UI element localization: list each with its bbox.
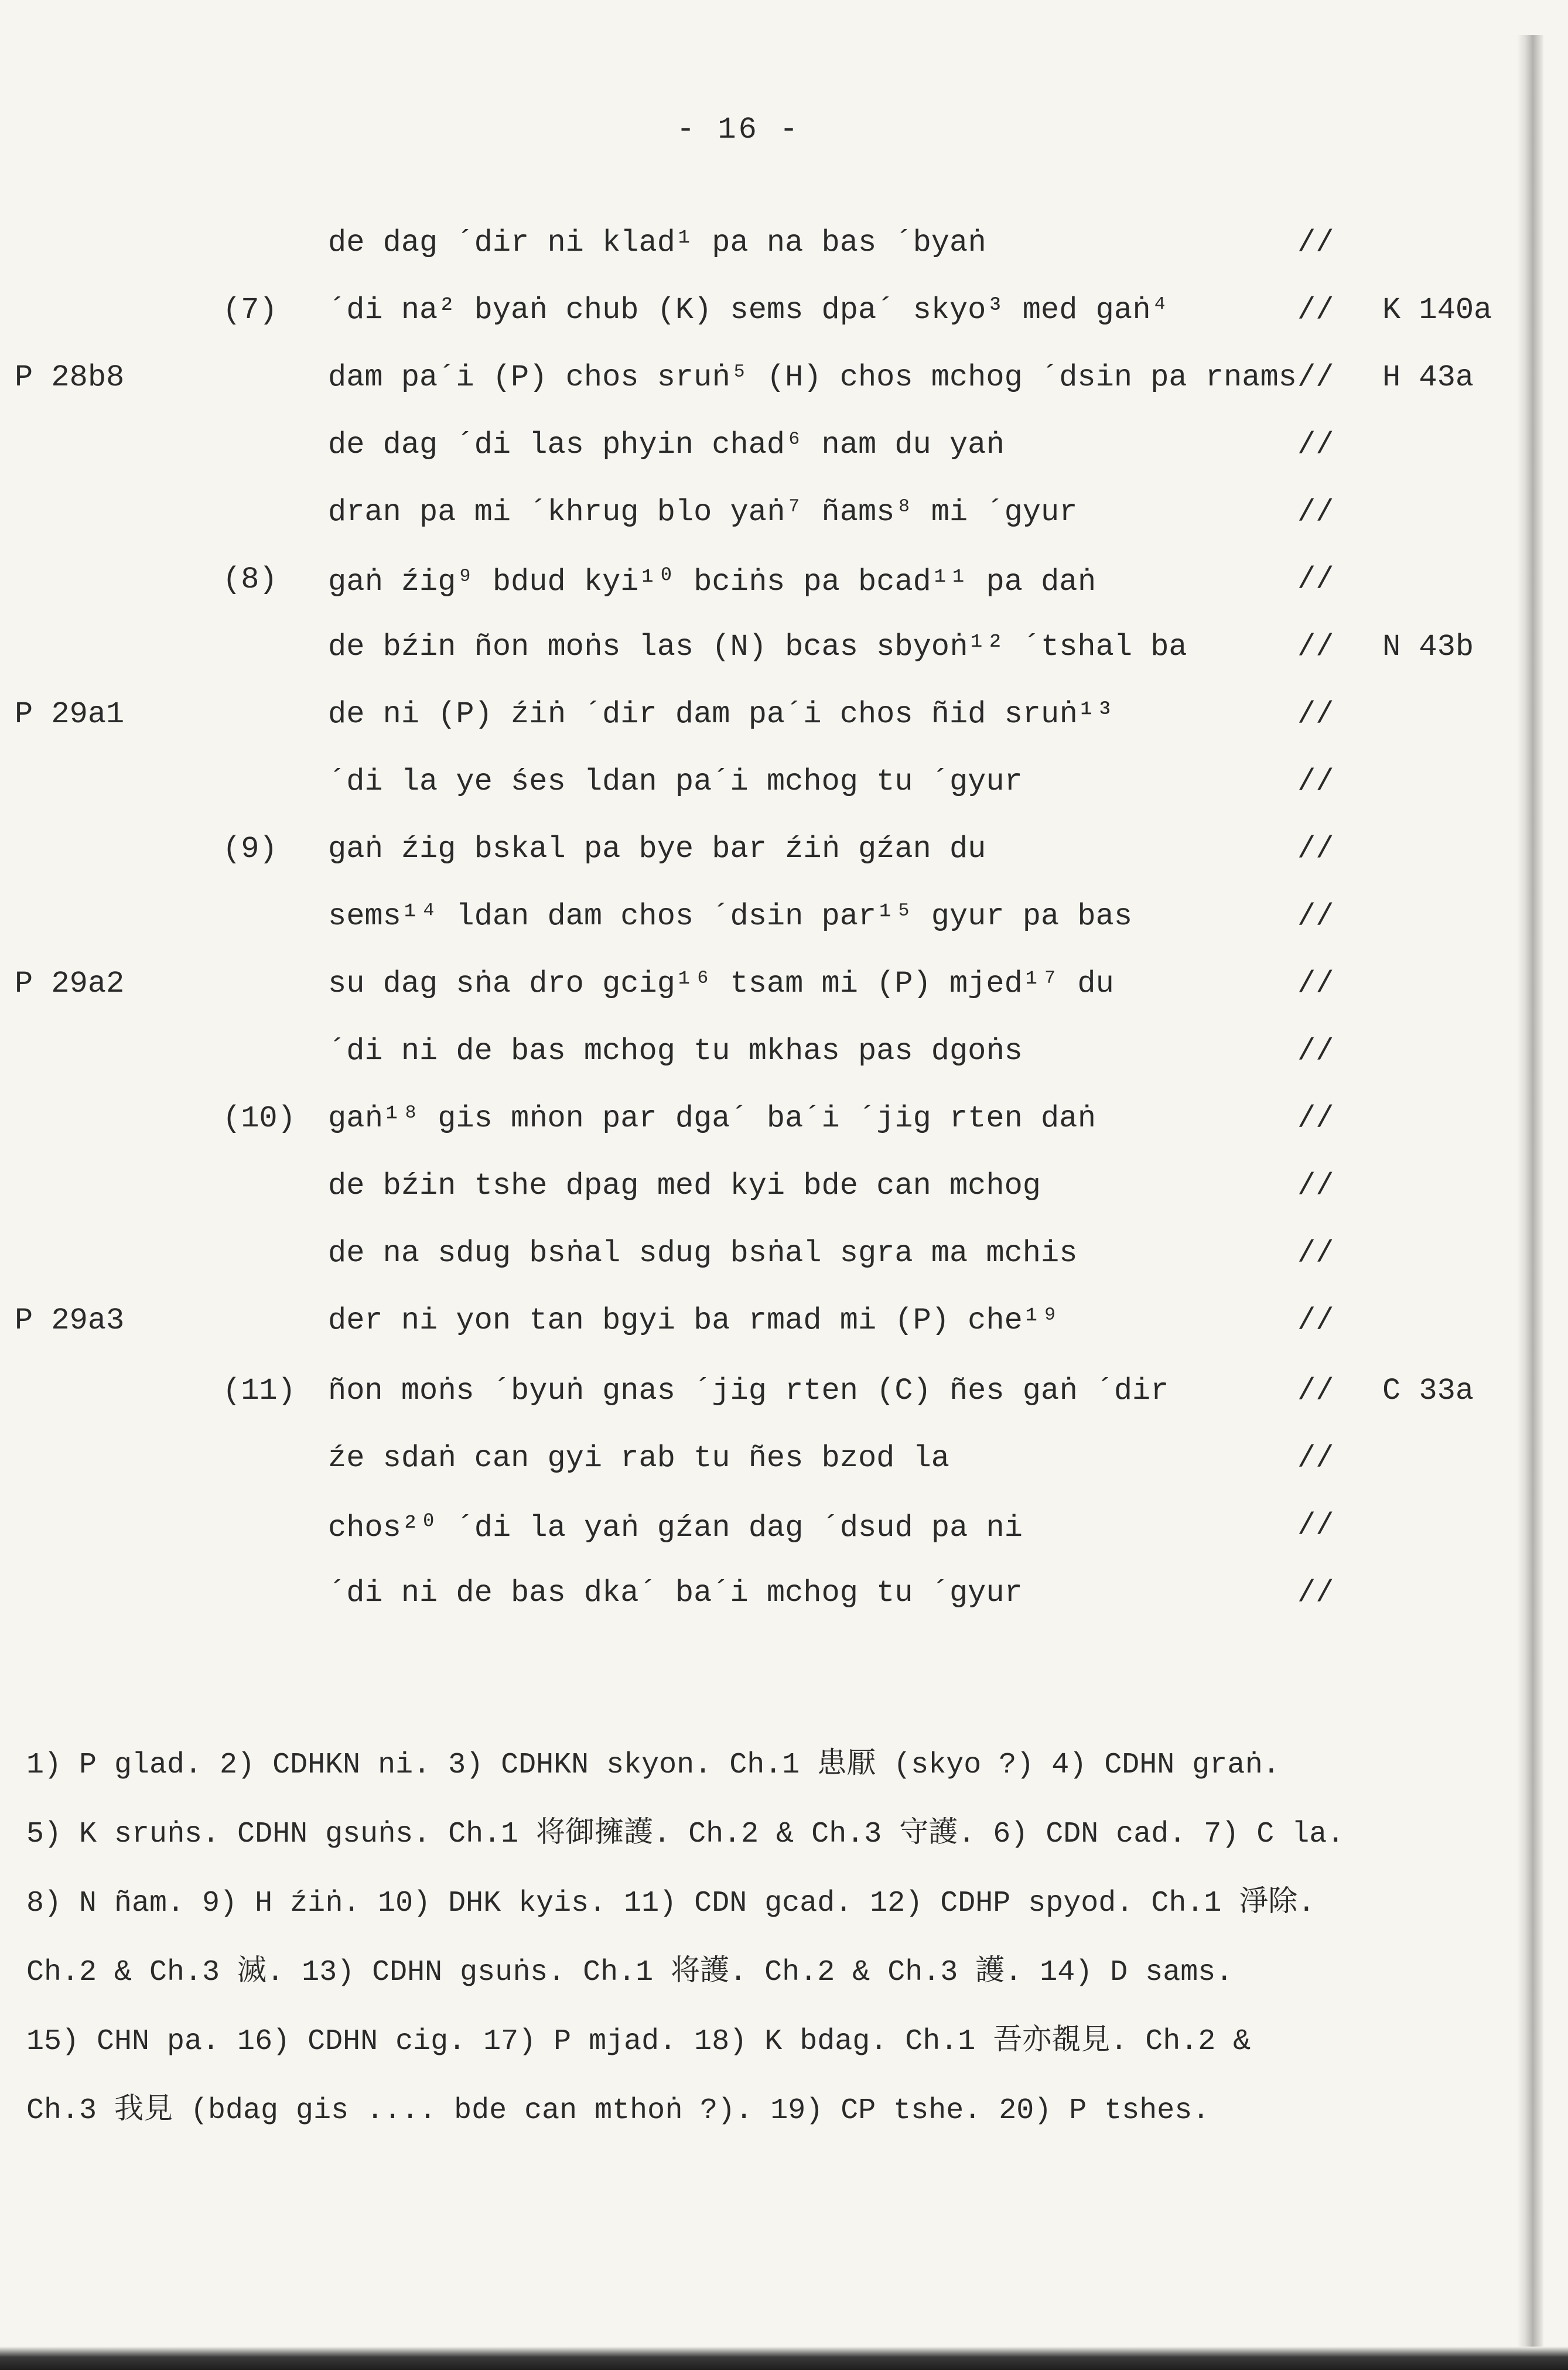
- footnote-line: 1) P glad. 2) CDHKN ni. 3) CDHKN skyon. Ch.1 患厭 (skyo ?) 4) CDHN graṅ.: [26, 1749, 1280, 1782]
- verse-end-mark: //: [1297, 1441, 1334, 1476]
- verse-end-mark: //: [1297, 1576, 1334, 1610]
- verse-text: de bźin ñon moṅs las (N) bcas sbyoṅ¹² ´tshal ba: [328, 630, 1187, 664]
- verse-text: de dag ´di las phyin chad⁶ nam du yaṅ: [328, 428, 1005, 462]
- page-binding-edge: [1517, 35, 1543, 2366]
- verse-end-mark: //: [1297, 1303, 1334, 1338]
- verse-text: ñon moṅs ´byuṅ gnas ´jig rten (C) ñes gaṅ ´dir: [328, 1374, 1169, 1408]
- verse-end-mark: //: [1297, 1508, 1334, 1543]
- verse-line: [0, 1303, 1517, 1362]
- verse-number: (11): [223, 1374, 296, 1408]
- verse-end-mark: //: [1297, 697, 1334, 732]
- verse-text: de na sdug bsṅal sdug bsṅal sgra ma mchis: [328, 1236, 1078, 1271]
- footnote-line: Ch.2 & Ch.3 滅. 13) CDHN gsuṅs. Ch.1 将護. Ch.2 & Ch.3 護. 14) D sams.: [26, 1956, 1234, 1989]
- verse-text: gaṅ źig bskal pa bye bar źiṅ gźan du: [328, 832, 986, 866]
- folio-reference-left: P 29a3: [15, 1303, 125, 1338]
- verse-line: [0, 495, 1517, 554]
- verse-line: [0, 428, 1517, 486]
- verse-text: gaṅ źig⁹ bdud kyi¹⁰ bciṅs pa bcad¹¹ pa daṅ: [328, 565, 1096, 599]
- footnotes: [26, 1731, 1502, 2146]
- verse-end-mark: //: [1297, 495, 1334, 530]
- verse-text: gaṅ¹⁸ gis mṅon par dga´ ba´i ´jig rten daṅ: [328, 1101, 1096, 1136]
- verse-text: dam pa´i (P) chos sruṅ⁵ (H) chos mchog ´dsin pa rnams: [328, 360, 1297, 395]
- verse-line: [0, 899, 1517, 958]
- verse-number: (9): [223, 832, 278, 866]
- page-bottom-edge: [0, 2347, 1568, 2370]
- verse-end-mark: //: [1297, 1034, 1334, 1068]
- verse-end-mark: //: [1297, 1169, 1334, 1203]
- verse-line: [0, 630, 1517, 688]
- verse-text: de dag ´dir ni klad¹ pa na bas ´byaṅ: [328, 226, 986, 260]
- verse-number: (8): [223, 562, 278, 597]
- verse-line: [0, 1169, 1517, 1227]
- verse-text: de ni (P) źiṅ ´dir dam pa´i chos ñid sruṅ¹³: [328, 697, 1114, 732]
- verse-end-mark: //: [1297, 832, 1334, 866]
- footnote-line: 15) CHN pa. 16) CDHN cig. 17) P mjad. 18) K bdag. Ch.1 吾亦覩見. Ch.2 &: [26, 2025, 1251, 2058]
- verse-number: (10): [223, 1101, 296, 1136]
- verse-line: [0, 293, 1517, 351]
- verse-text: de bźin tshe dpag med kyi bde can mchog: [328, 1169, 1041, 1203]
- verse-end-mark: //: [1297, 899, 1334, 934]
- folio-reference-right: H 43a: [1382, 360, 1474, 395]
- verse-text: sems¹⁴ ldan dam chos ´dsin par¹⁵ gyur pa bas: [328, 899, 1133, 934]
- verse-end-mark: //: [1297, 1236, 1334, 1271]
- verse-line: [0, 1374, 1517, 1432]
- folio-reference-left: P 29a1: [15, 697, 125, 732]
- folio-reference-left: P 28b8: [15, 360, 125, 395]
- verse-line: [0, 1236, 1517, 1295]
- page-number: - 16 -: [677, 112, 801, 147]
- verse-end-mark: //: [1297, 1374, 1334, 1408]
- verse-text: ´di la ye śes ldan pa´i mchog tu ´gyur: [328, 764, 1023, 799]
- verse-number: (7): [223, 293, 278, 327]
- verse-line: [0, 1101, 1517, 1160]
- verse-text: ´di ni de bas mchog tu mkhas pas dgoṅs: [328, 1034, 1023, 1068]
- verse-end-mark: //: [1297, 1101, 1334, 1136]
- folio-reference-right: C 33a: [1382, 1374, 1474, 1408]
- verse-end-mark: //: [1297, 428, 1334, 462]
- verse-text: der ni yon tan bgyi ba rmad mi (P) che¹⁹: [328, 1303, 1060, 1338]
- verse-line: [0, 1576, 1517, 1634]
- verse-line: [0, 1508, 1517, 1567]
- verse-line: [0, 967, 1517, 1025]
- footnote-line: 8) N ñam. 9) H źiṅ. 10) DHK kyis. 11) CDN gcad. 12) CDHP spyod. Ch.1 淨除.: [26, 1887, 1316, 1920]
- folio-reference-right: N 43b: [1382, 630, 1474, 664]
- verse-text: ´di na² byaṅ chub (K) sems dpa´ skyo³ med gaṅ⁴: [328, 293, 1169, 327]
- verse-line: [0, 832, 1517, 890]
- verse-text: ´di ni de bas dka´ ba´i mchog tu ´gyur: [328, 1576, 1023, 1610]
- folio-reference-right: K 140a: [1382, 293, 1492, 327]
- verse-line: [0, 697, 1517, 756]
- verse-end-mark: //: [1297, 226, 1334, 260]
- folio-reference-left: P 29a2: [15, 967, 125, 1001]
- verse-text: su dag sṅa dro gcig¹⁶ tsam mi (P) mjed¹⁷ du: [328, 967, 1114, 1001]
- footnote-line: 5) K sruṅs. CDHN gsuṅs. Ch.1 将御擁護. Ch.2 & Ch.3 守護. 6) CDN cad. 7) C la.: [26, 1818, 1345, 1851]
- verse-text: chos²⁰ ´di la yaṅ gźan dag ´dsud pa ni: [328, 1511, 1023, 1545]
- verse-end-mark: //: [1297, 293, 1334, 327]
- verse-end-mark: //: [1297, 360, 1334, 395]
- verse-end-mark: //: [1297, 764, 1334, 799]
- verse-line: [0, 360, 1517, 419]
- verse-end-mark: //: [1297, 967, 1334, 1001]
- verse-text: dran pa mi ´khrug blo yaṅ⁷ ñams⁸ mi ´gyur: [328, 495, 1078, 530]
- footnote-line: Ch.3 我見 (bdag gis .... bde can mthoṅ ?). 19) CP tshe. 20) P tshes.: [26, 2094, 1210, 2127]
- verse-text: źe sdaṅ can gyi rab tu ñes bzod la: [328, 1441, 949, 1476]
- verse-line: [0, 764, 1517, 823]
- verse-end-mark: //: [1297, 562, 1334, 597]
- verse-line: [0, 1441, 1517, 1500]
- verse-line: [0, 1034, 1517, 1092]
- verse-line: [0, 226, 1517, 284]
- verse-end-mark: //: [1297, 630, 1334, 664]
- verse-line: [0, 562, 1517, 621]
